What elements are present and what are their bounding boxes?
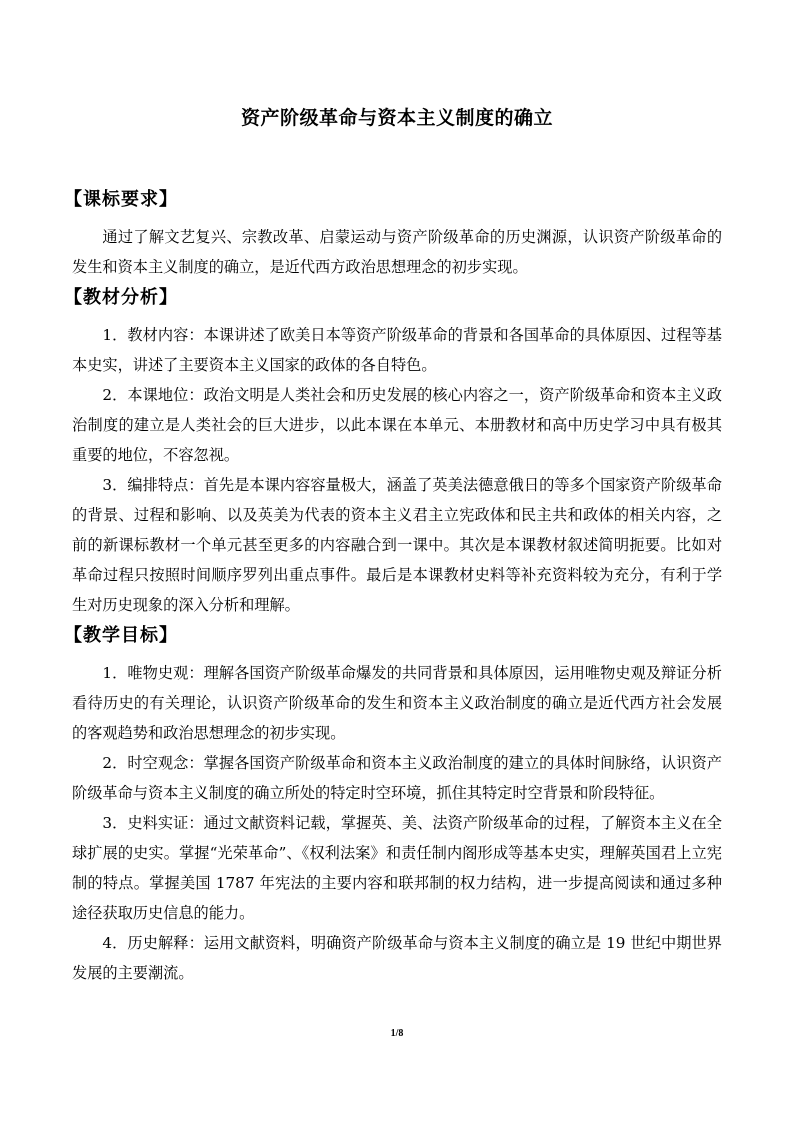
section-heading-teaching-objectives: 【教学目标】 (64, 625, 178, 646)
document-title: 资产阶级革命与资本主义制度的确立 (240, 107, 553, 129)
paragraph: 3．史料实证：通过文献资料记载，掌握英、美、法资产阶级革命的过程，了解资本主义在全球扩展的史实。掌握“光荣革命”、《权利法案》和责任制内阁形成等基本史实，理解英国君上立宪制的特点。掌握美国 1787 年宪法的主要内容和联邦制的权力结构，进一步提高阅读和通过多种途径获取历史信息的能力。 (72, 814, 722, 922)
section-heading-textbook-analysis: 【教材分析】 (64, 287, 178, 308)
paragraph: 4．历史解释：运用文献资料，明确资产阶级革命与资本主义制度的确立是 19 世纪中期世界发展的主要潮流。 (72, 934, 722, 982)
paragraph: 3．编排特点：首先是本课内容容量极大，涵盖了英美法德意俄日的等多个国家资产阶级革命的背景、过程和影响、以及英美为代表的资本主义君主立宪政体和民主共和政体的相关内容，之前的新课标教材一个单元甚至更多的内容融合到一课中。其次是本课教材叙述简明扼要。比如对革命过程只按照时间顺序罗列出重点事件。最后是本课教材史料等补充资料较为充分，有利于学生对历史现象的深入分析和理解。 (72, 476, 722, 614)
section-heading-curriculum-requirements: 【课标要求】 (64, 189, 178, 210)
paragraph: 2．时空观念：掌握各国资产阶级革命和资本主义政治制度的建立的具体时间脉络，认识资产阶级革命与资本主义制度的确立所处的特定时空环境，抓住其特定时空背景和阶段特征。 (72, 754, 722, 802)
paragraph: 1．教材内容：本课讲述了欧美日本等资产阶级革命的背景和各国革命的具体原因、过程等基本史实，讲述了主要资本主义国家的政体的各自特色。 (72, 326, 722, 374)
paragraph: 通过了解文艺复兴、宗教改革、启蒙运动与资产阶级革命的历史渊源，认识资产阶级革命的发生和资本主义制度的确立，是近代西方政治思想理念的初步实现。 (72, 228, 722, 276)
document-body (64, 186, 722, 988)
paragraph: 1．唯物史观：理解各国资产阶级革命爆发的共同背景和具体原因，运用唯物史观及辩证分析看待历史的有关理论，认识资产阶级革命的发生和资本主义政治制度的确立是近代西方社会发展的客观趋势和政治思想理念的初步实现。 (72, 664, 722, 742)
page-number: 1/8 (390, 1028, 404, 1039)
paragraph: 2．本课地位：政治文明是人类社会和历史发展的核心内容之一，资产阶级革命和资本主义政治制度的建立是人类社会的巨大进步，以此本课在本单元、本册教材和高中历史学习中具有极其重要的地位，不容忽视。 (72, 386, 722, 464)
